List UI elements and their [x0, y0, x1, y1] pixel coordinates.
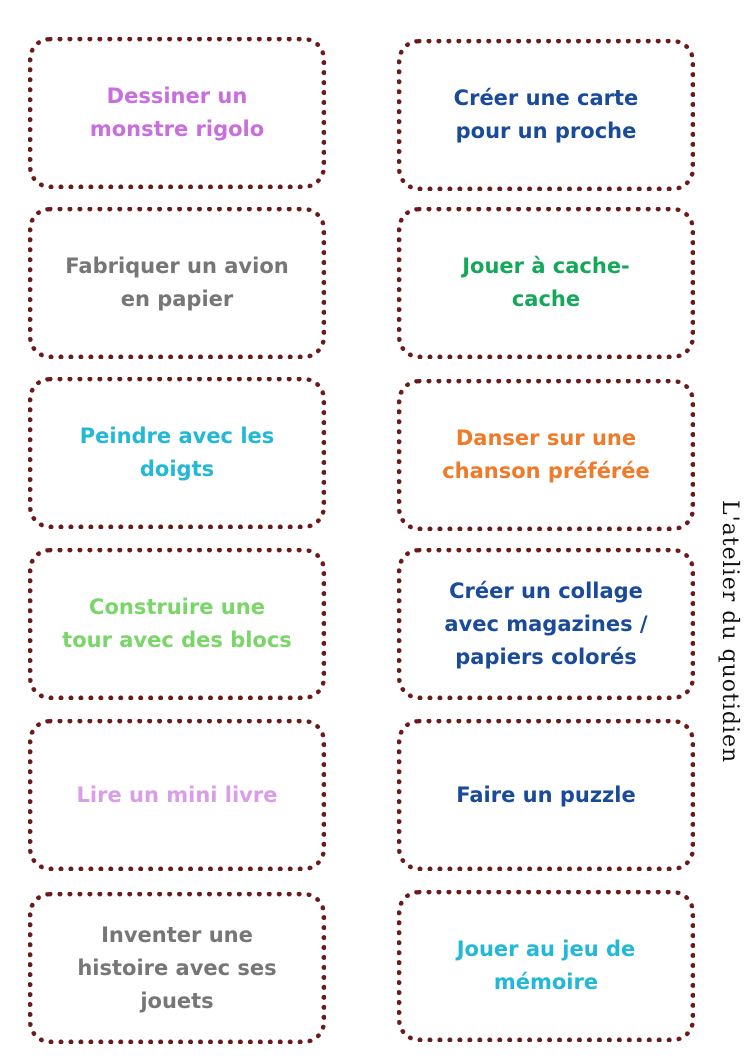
card-6 — [397, 379, 695, 531]
card-10 — [397, 719, 695, 871]
card-7-text: Construire une tour avec des blocs — [62, 595, 292, 652]
card-3 — [28, 207, 326, 359]
card-5-text: Peindre avec les doigts — [79, 424, 275, 481]
card-2 — [397, 39, 695, 191]
card-9 — [28, 719, 326, 871]
card-1 — [28, 37, 326, 189]
card-11-text: Inventer une histoire avec ses jouets — [77, 922, 277, 1013]
card-12-text: Jouer au jeu de mémoire — [456, 937, 636, 994]
card-8 — [397, 548, 695, 700]
card-4 — [397, 207, 695, 359]
card-9-text: Lire un mini livre — [76, 782, 278, 807]
card-5 — [28, 377, 326, 529]
card-2-text: Créer une carte pour un proche — [453, 86, 639, 143]
card-6-text: Danser sur une chanson préférée — [442, 426, 650, 483]
card-12 — [397, 890, 695, 1042]
card-8-text: Créer un collage avec magazines / papiers colorés — [444, 578, 648, 669]
card-10-text: Faire un puzzle — [456, 782, 636, 807]
card-4-text: Jouer à cache- cache — [462, 254, 630, 311]
card-7 — [28, 548, 326, 700]
card-11 — [28, 892, 326, 1044]
card-1-text: Dessiner un monstre rigolo — [89, 84, 265, 141]
card-3-text: Fabriquer un avion en papier — [65, 254, 289, 311]
brand-watermark: L'atelier du quotidien — [717, 500, 742, 764]
